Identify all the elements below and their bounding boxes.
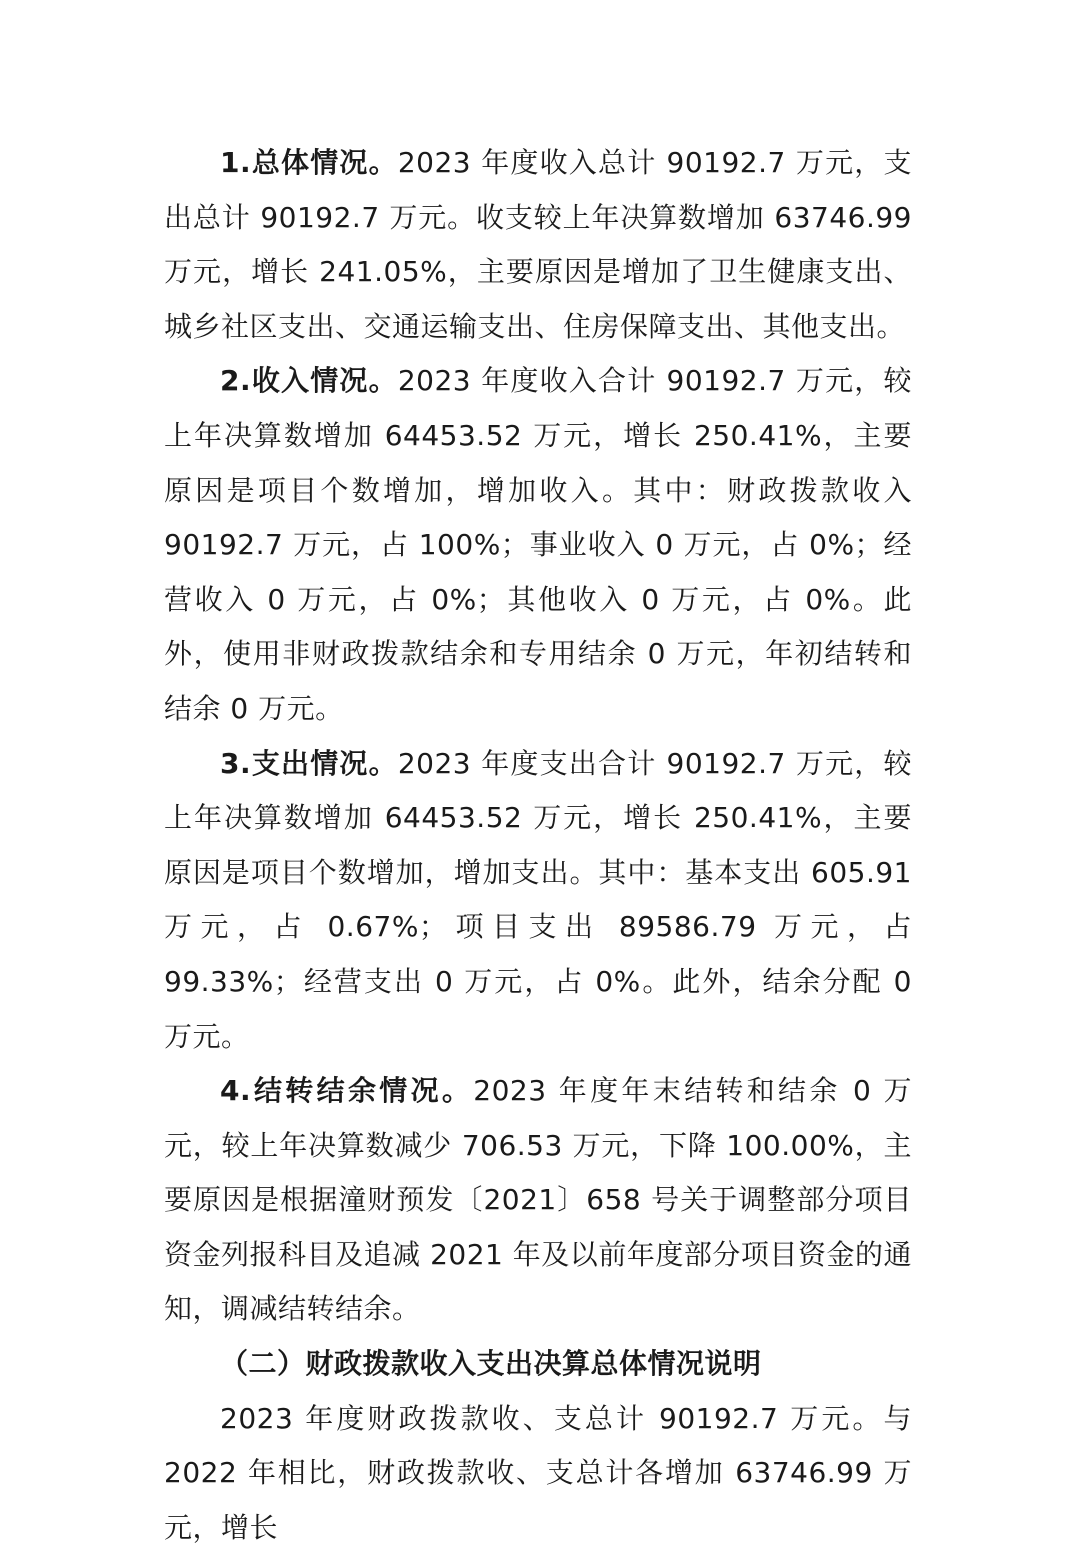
paragraph-lead: 4.结转结余情况。 (220, 1074, 474, 1108)
paragraph-text: 2023 年度收入总计 90192.7 万元，支出总计 90192.7 万元。收支较上年决算数增加 63746.99 万元，增长 241.05%，主要原因是增加了卫生健康支出、城乡社区支出、交通运输支出、住房保障支出、其他支出。 (164, 146, 912, 343)
paragraph-lead: 1.总体情况。 (220, 146, 398, 179)
paragraph-lead: 2.收入情况。 (220, 364, 398, 398)
paragraph-income (164, 354, 912, 736)
paragraph-overall (164, 136, 912, 354)
paragraph-text: 2023 年度支出合计 90192.7 万元，较上年决算数增加 64453.52 万元，增长 250.41%，主要原因是项目个数增加，增加支出。其中：基本支出 605.91 万元，占 0.67%；项目支出 89586.79 万元，占 99.33%；经营支出 0 万元，占 0%。此外，结余分配 0 万元。 (164, 746, 912, 1053)
paragraph-text: 2023 年度年末结转和结余 0 万元，较上年决算数减少 706.53 万元，下降 100.00%，主要原因是根据潼财预发〔2021〕658 号关于调整部分项目资金列报科目及追减 2021 年及以前年度部分项目资金的通知，调减结转结余。 (164, 1074, 912, 1326)
document-body (164, 136, 912, 1555)
paragraph-fiscal-summary: 2023 年度财政拨款收、支总计 90192.7 万元。与 2022 年相比，财政拨款收、支总计各增加 63746.99 万元，增长 (164, 1401, 912, 1544)
paragraph-text: 2023 年度收入合计 90192.7 万元，较上年决算数增加 64453.52 万元，增长 250.41%，主要原因是项目个数增加，增加收入。其中：财政拨款收入 90192.7 万元，占 100%；事业收入 0 万元，占 0%；经营收入 0 万元，占 0%；其他收入 0 万元，占 0%。此外，使用非财政拨款结余和专用结余 0 万元，年初结转和结余 0 万元。 (164, 364, 912, 725)
paragraph-carryover (164, 1064, 912, 1337)
section-heading: （二）财政拨款收入支出决算总体情况说明 (220, 1347, 762, 1381)
paragraph-expenditure (164, 737, 912, 1065)
paragraph-lead: 3.支出情况。 (220, 746, 398, 780)
